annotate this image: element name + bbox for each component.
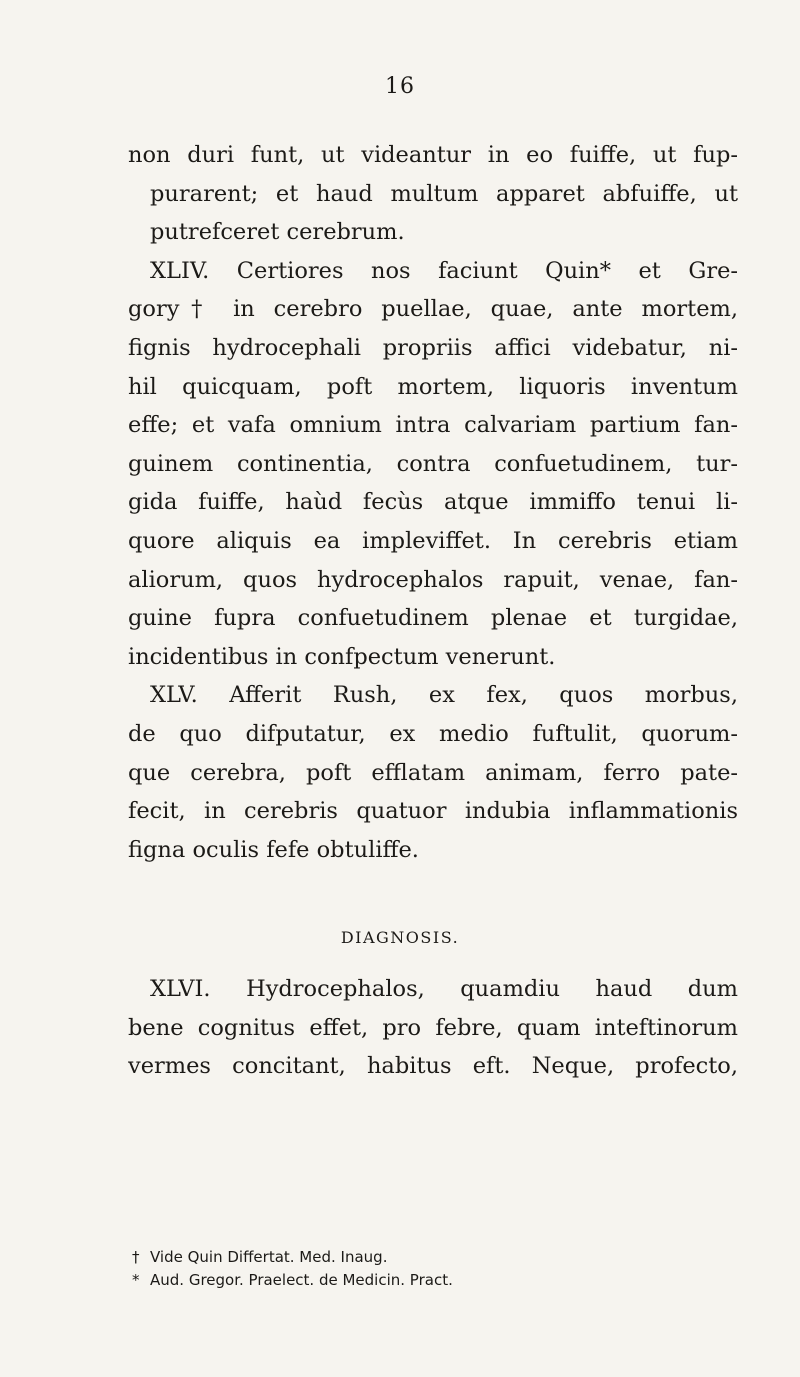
text-line: effe; et vafa omnium intra calvariam partium fan- (128, 412, 738, 439)
body-text-upper (128, 136, 738, 869)
footnote-text: Aud. Gregor. Praelect. de Medicin. Pract. (150, 1271, 453, 1289)
text-line: fecit, in cerebris quatuor indubia inflammationis (128, 798, 738, 825)
text-line: fignis hydrocephali propriis affici videbatur, ni- (128, 334, 738, 361)
text-line: putrefceret cerebrum. (150, 219, 405, 246)
footnote (132, 1246, 732, 1269)
text-line: guine fupra confuetudinem plenae et turgidae, (128, 605, 738, 632)
text-line: aliorum, quos hydrocephalos rapuit, venae, fan- (128, 566, 738, 593)
footnote-mark: † (132, 1248, 140, 1266)
text-line: gida fuiffe, haùd fecùs atque immiffo tenui li- (128, 489, 738, 516)
page-number: 16 (385, 74, 415, 99)
text-line: guinem continentia, contra confuetudinem, tur- (128, 450, 738, 477)
footnotes (132, 1246, 732, 1292)
text-line: incidentibus in confpectum venerunt. (128, 643, 556, 670)
text-line: quore aliquis ea impleviffet. In cerebris etiam (128, 527, 738, 554)
section-heading: DIAGNOSIS. (340, 928, 460, 947)
text-line: vermes concitant, habitus eft. Neque, profecto, (128, 1053, 738, 1080)
text-line: bene cognitus effet, pro febre, quam inteftinorum (128, 1014, 738, 1041)
text-line: hil quicquam, poft mortem, liquoris inventum (128, 373, 738, 400)
text-line: que cerebra, poft efflatam animam, ferro pate- (128, 759, 738, 786)
body-text-lower (128, 970, 738, 1086)
text-line: figna oculis fefe obtuliffe. (128, 836, 419, 863)
text-line: gory† in cerebro puellae, quae, ante mortem, (128, 296, 738, 323)
footnote-text: Vide Quin Differtat. Med. Inaug. (150, 1248, 388, 1266)
text-line: purarent; et haud multum apparet abfuiffe, ut (150, 180, 738, 207)
text-line: XLIV. Certiores nos faciunt Quin* et Gre- (150, 257, 738, 284)
text-line: XLV. Afferit Rush, ex fex, quos morbus, (150, 682, 738, 709)
footnote-mark: * (132, 1271, 140, 1289)
text-line: XLVI. Hydrocephalos, quamdiu haud dum (150, 976, 738, 1002)
text-line: non duri funt, ut videantur in eo fuiffe, ut fup- (128, 142, 738, 168)
footnote (132, 1269, 732, 1292)
text-line: de quo difputatur, ex medio fuftulit, quorum- (128, 720, 738, 747)
